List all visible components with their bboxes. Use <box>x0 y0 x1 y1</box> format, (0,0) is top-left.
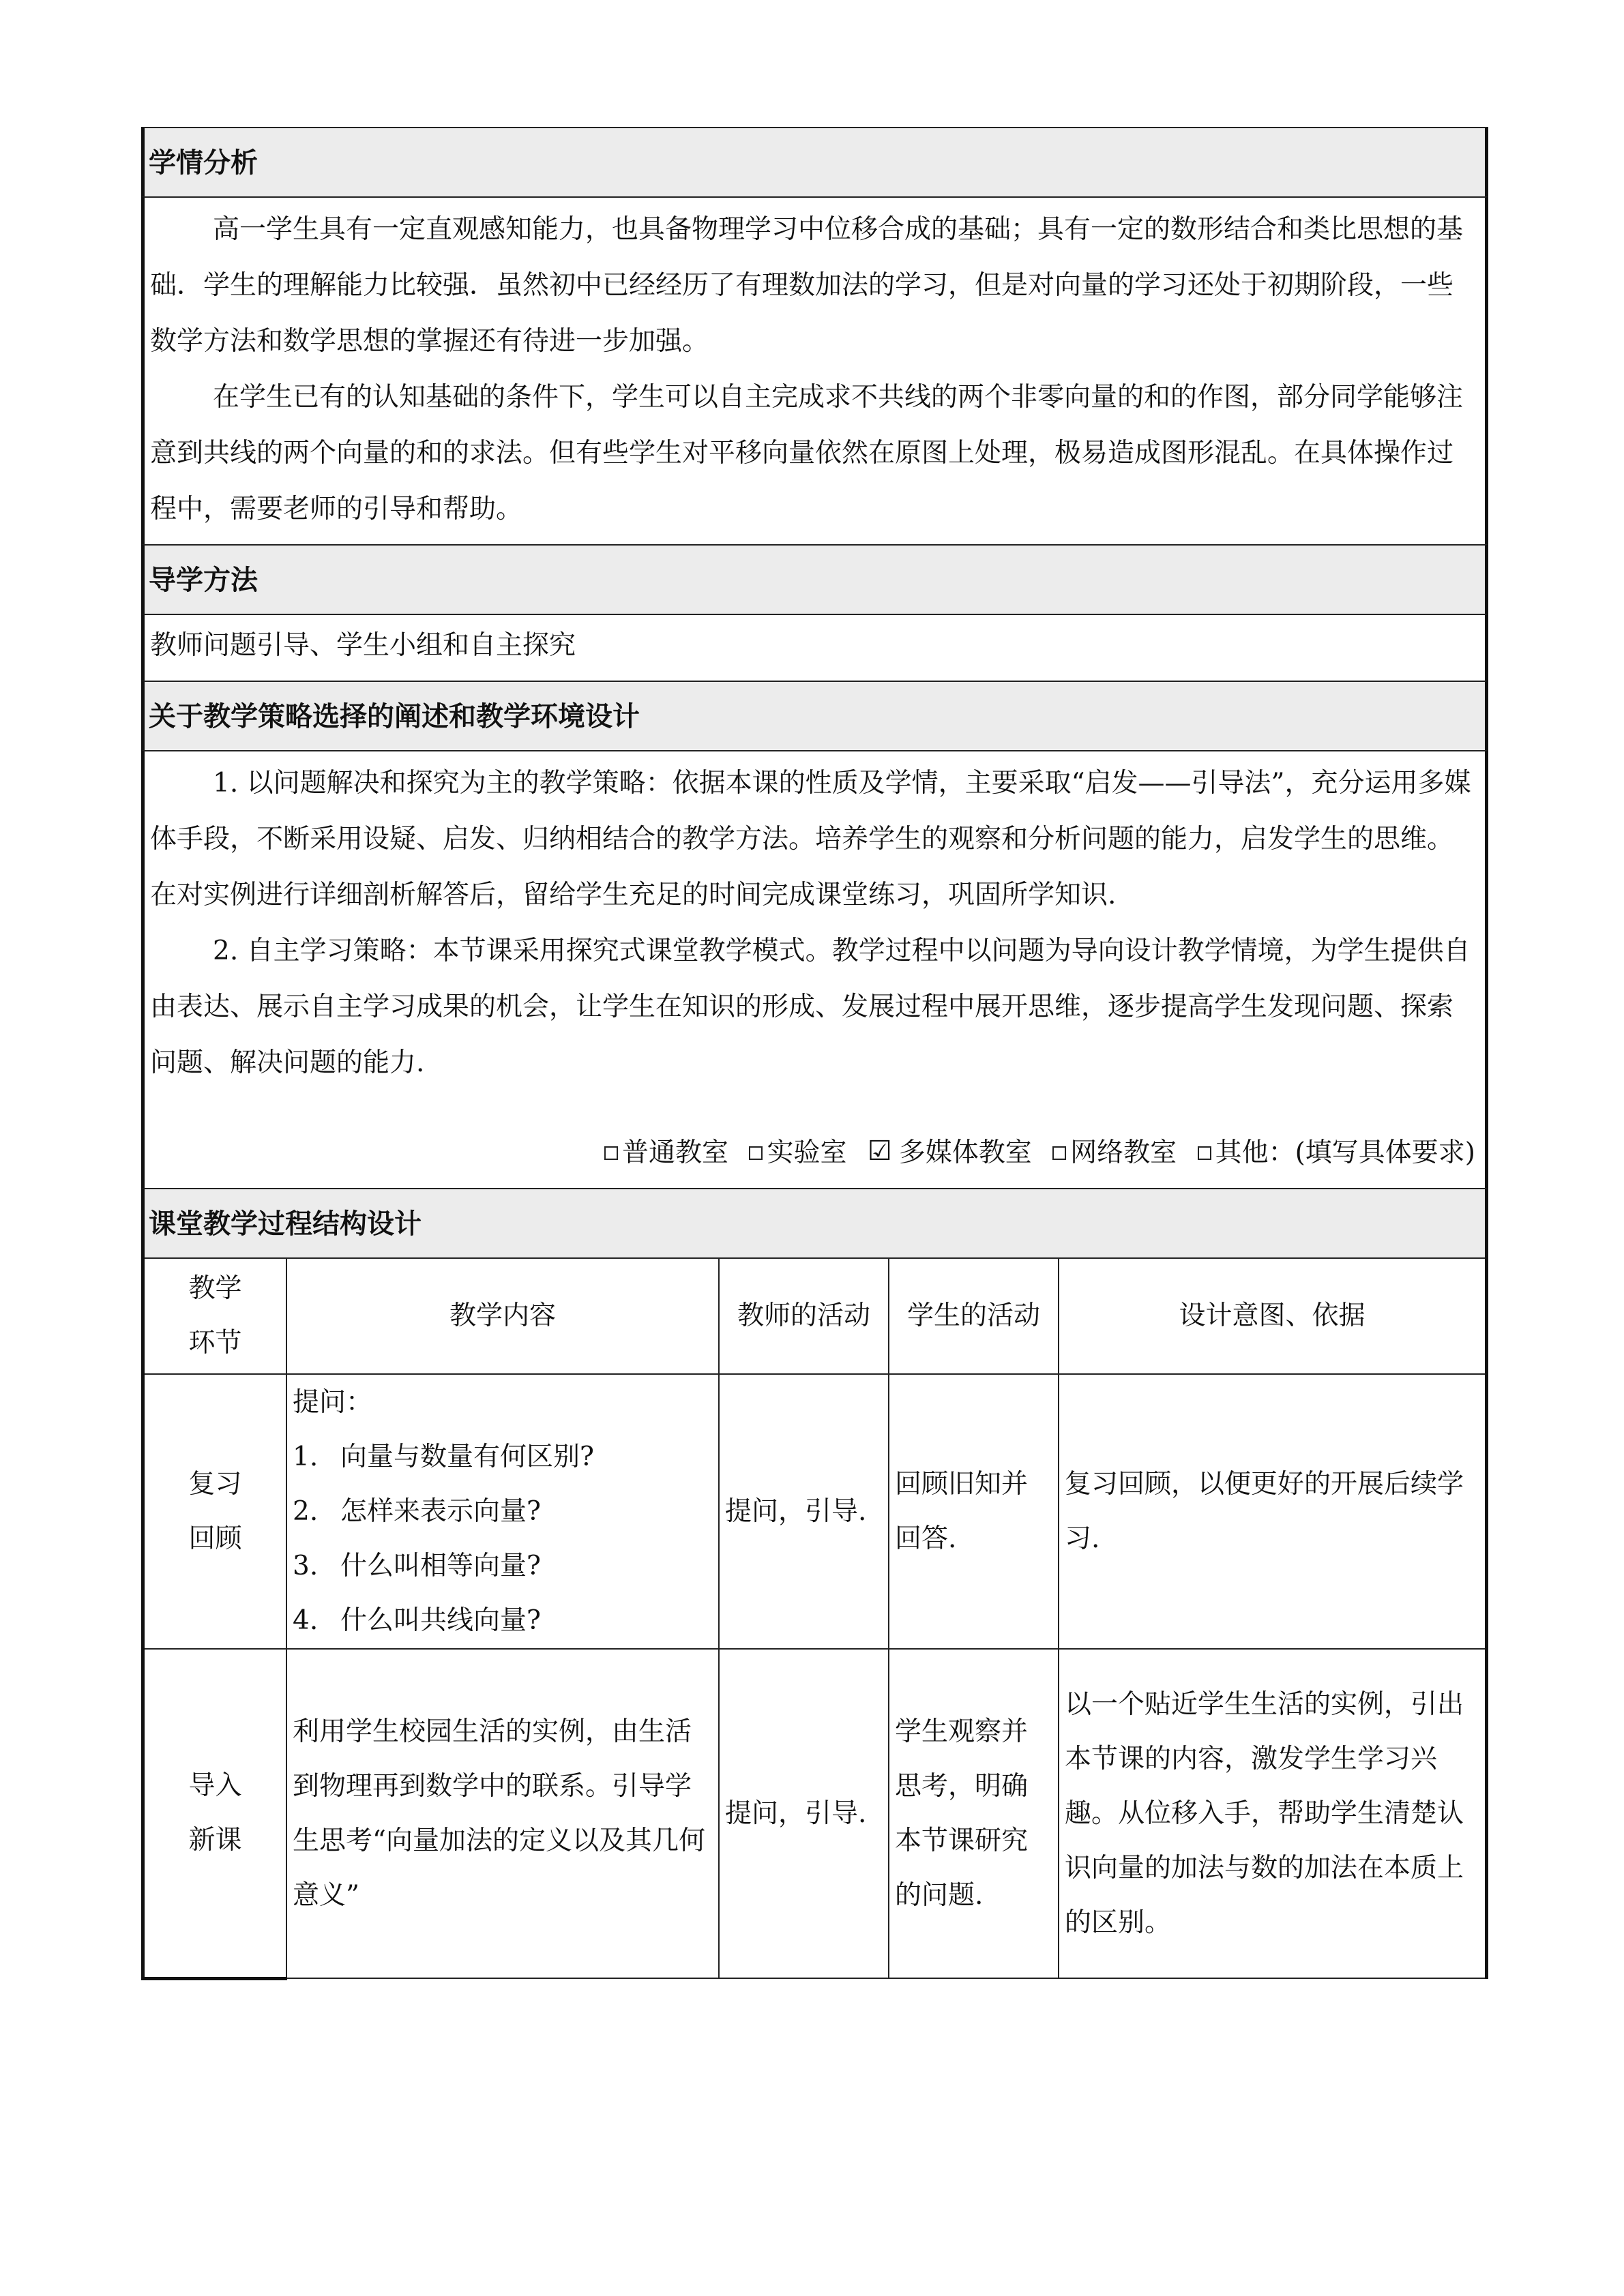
strategy-heading: 关于教学策略选择的阐述和教学环境设计 <box>141 681 1488 750</box>
checkbox-empty-icon <box>1052 1146 1066 1160</box>
student-analysis-paragraph-2: 在学生已有的认知基础的条件下，学生可以自主完成求不共线的两个非零向量的和的作图，部分同学能够注意到共线的两个向量的和的求法。但有些学生对平移向量依然在原图上处理，极易造成图形混乱。在具体操作过程中，需要老师的引导和帮助。 <box>150 382 1464 524</box>
env-option-lab[interactable]: 实验室 <box>749 1137 846 1168</box>
row-stage: 导入 新课 <box>143 1649 287 1978</box>
list-item: 1. 向量与数量有何区别? <box>293 1441 594 1472</box>
process-table-header <box>143 1258 1487 1374</box>
checkbox-empty-icon <box>749 1146 763 1160</box>
env-option-network[interactable]: 网络教室 <box>1052 1137 1177 1168</box>
env-option-other[interactable]: 其他：(填写具体要求) <box>1198 1137 1475 1168</box>
checkbox-empty-icon <box>604 1146 618 1160</box>
checkbox-empty-icon <box>1198 1146 1211 1160</box>
header-student: 学生的活动 <box>889 1258 1059 1374</box>
header-teacher: 教师的活动 <box>719 1258 889 1374</box>
row-student-activity: 学生观察并思考，明确本节课研究的问题. <box>889 1649 1059 1978</box>
method-heading: 导学方法 <box>141 544 1488 614</box>
strategy-paragraph-2: 2. 自主学习策略：本节课采用探究式课堂教学模式。教学过程中以问题为导向设计教学情境，为学生提供自由表达、展示自主学习成果的机会，让学生在知识的形成、发展过程中展开思维，逐步提高学生发现问题、探索问题、解决问题的能力. <box>150 936 1471 1078</box>
list-item: 4. 什么叫共线向量? <box>293 1605 541 1636</box>
header-stage: 教学 环节 <box>143 1258 287 1374</box>
row-intent: 复习回顾，以便更好的开展后续学习. <box>1059 1374 1487 1649</box>
list-item: 2. 怎样来表示向量? <box>293 1495 541 1527</box>
row-student-activity: 回顾旧知并回答. <box>889 1374 1059 1649</box>
row-content: 提问： 1. 向量与数量有何区别? 2. 怎样来表示向量? 3. 什么叫相等向量? 4. 什么叫共线向量? <box>286 1374 719 1649</box>
table-row <box>143 1374 1487 1649</box>
strategy-paragraph-1: 1. 以问题解决和探究为主的教学策略：依据本课的性质及学情，主要采取“启发——引导法”，充分运用多媒体手段，不断采用设疑、启发、归纳相结合的教学方法。培养学生的观察和分析问题的能力，启发学生的思维。在对实例进行详细剖析解答后，留给学生充足的时间完成课堂练习，巩固所学知识. <box>150 768 1471 910</box>
process-table <box>141 1257 1488 1980</box>
checkbox-checked-icon: ☑ <box>867 1135 892 1167</box>
student-analysis-paragraph-1: 高一学生具有一定直观感知能力，也具备物理学习中位移合成的基础；具有一定的数形结合和类比思想的基础．学生的理解能力比较强．虽然初中已经经历了有理数加法的学习，但是对向量的学习还处于初期阶段，一些数学方法和数学思想的掌握还有待进一步加强。 <box>150 214 1464 357</box>
row-intent: 以一个贴近学生生活的实例，引出本节课的内容，激发学生学习兴趣。从位移入手，帮助学生清楚认识向量的加法与数的加法在本质上的区别。 <box>1059 1649 1487 1978</box>
row-teacher-activity: 提问，引导. <box>719 1374 889 1649</box>
row-content: 利用学生校园生活的实例，由生活到物理再到数学中的联系。引导学生思考“向量加法的定义以及其几何意义” <box>286 1649 719 1978</box>
row-stage: 复习 回顾 <box>143 1374 287 1649</box>
student-analysis-body <box>141 196 1488 544</box>
list-item: 3. 什么叫相等向量? <box>293 1550 541 1581</box>
process-heading: 课堂教学过程结构设计 <box>141 1188 1488 1257</box>
strategy-body <box>141 750 1488 1188</box>
method-text: 教师问题引导、学生小组和自主探究 <box>150 630 576 661</box>
lesson-plan-page <box>141 127 1488 1980</box>
teaching-environment-options <box>150 1125 1475 1181</box>
method-body <box>141 614 1488 681</box>
header-intent: 设计意图、依据 <box>1059 1258 1487 1374</box>
student-analysis-heading: 学情分析 <box>141 127 1488 196</box>
row-teacher-activity: 提问，引导. <box>719 1649 889 1978</box>
env-option-multimedia[interactable]: ☑ 多媒体教室 <box>867 1135 1032 1168</box>
table-row <box>143 1649 1487 1978</box>
env-option-regular[interactable]: 普通教室 <box>604 1137 728 1168</box>
header-content: 教学内容 <box>286 1258 719 1374</box>
